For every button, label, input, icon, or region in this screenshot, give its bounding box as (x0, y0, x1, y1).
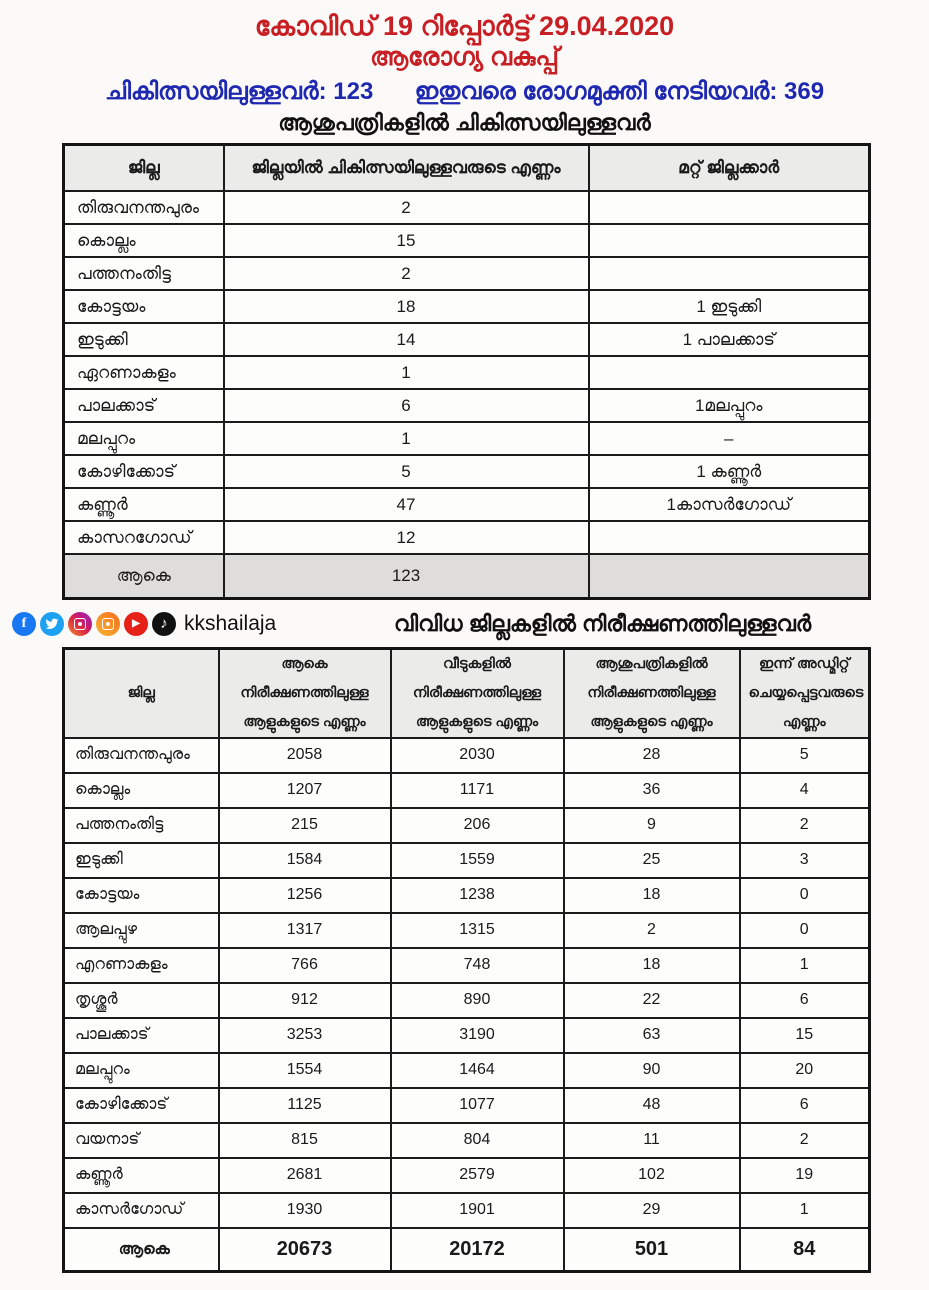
col-header-count: ജില്ലയിൽ ചികിത്സയിലുള്ളവരുടെ എണ്ണം (224, 144, 589, 191)
admitted-today-total-cell: 84 (740, 1228, 870, 1272)
twitter-icon (40, 612, 64, 636)
total-observed-cell: 1125 (219, 1088, 391, 1123)
hospital-table-title: ആശുപത്രികളിൽ ചികിത്സയിലുള്ളവർ (278, 110, 651, 136)
table-row (64, 948, 870, 983)
table-row (64, 290, 870, 323)
other-cell (589, 356, 870, 389)
home-observed-cell: 3190 (391, 1018, 564, 1053)
total-observed-cell: 1256 (219, 878, 391, 913)
count-cell: 14 (224, 323, 589, 356)
col-header-hospital-observed: ആശുപത്രികളിൽ നിരീക്ഷണത്തിലുള്ള ആളുകളുടെ എണ്ണം (564, 648, 740, 738)
total-observed-cell: 766 (219, 948, 391, 983)
twitter-bird-glyph (45, 617, 59, 631)
district-cell: കാസറഗോഡ് (64, 521, 224, 554)
hospital-observed-cell: 90 (564, 1053, 740, 1088)
other-cell (589, 521, 870, 554)
home-observed-cell: 2579 (391, 1158, 564, 1193)
other-cell (589, 191, 870, 224)
home-observed-cell: 890 (391, 983, 564, 1018)
observation-table-title: വിവിധ ജില്ലകളിൽ നിരീക്ഷണത്തിലുള്ളവർ (393, 610, 812, 636)
other-cell: – (589, 422, 870, 455)
table-row (64, 1123, 870, 1158)
col-header-home-observed: വീടുകളിൽ നിരീക്ഷണത്തിലുള്ള ആളുകളുടെ എണ്ണം (391, 648, 564, 738)
table-row (64, 1018, 870, 1053)
total-count-cell: 123 (224, 554, 589, 598)
count-cell: 5 (224, 455, 589, 488)
home-observed-cell: 1315 (391, 913, 564, 948)
other-cell: 1 കണ്ണൂർ (589, 455, 870, 488)
table-row (64, 488, 870, 521)
table-row (64, 455, 870, 488)
count-cell: 6 (224, 389, 589, 422)
table-row (64, 323, 870, 356)
recovered-value: 369 (784, 77, 825, 105)
home-observed-cell: 1171 (391, 773, 564, 808)
col-header-district: ജില്ല (64, 144, 224, 191)
table-row (64, 1193, 870, 1228)
count-cell: 18 (224, 290, 589, 323)
col-header-total-observed: ആകെ നിരീക്ഷണത്തിലുള്ള ആളുകളുടെ എണ്ണം (219, 648, 391, 738)
page-subtitle: ആരോഗ്യ വകുപ്പ് (369, 43, 560, 72)
admitted-today-cell: 15 (740, 1018, 870, 1053)
orange-app-icon (96, 612, 120, 636)
district-cell: പാലക്കാട് (64, 1018, 219, 1053)
total-observed-cell: 2681 (219, 1158, 391, 1193)
col-header-district: ജില്ല (64, 648, 219, 738)
table-row (64, 521, 870, 554)
hospital-observed-cell: 22 (564, 983, 740, 1018)
table-header-row (64, 648, 870, 738)
total-observed-cell: 215 (219, 808, 391, 843)
district-cell: മലപ്പുറം (64, 422, 224, 455)
hospital-observed-cell: 11 (564, 1123, 740, 1158)
home-observed-cell: 1464 (391, 1053, 564, 1088)
home-observed-cell: 1559 (391, 843, 564, 878)
table-total-row (64, 554, 870, 598)
col-header-admitted-today: ഇന്ന് അഡ്മിറ്റ് ചെയ്യപ്പെട്ടവരുടെ എണ്ണം (740, 648, 870, 738)
tiktok-icon: ♪ (152, 612, 176, 636)
home-observed-cell: 748 (391, 948, 564, 983)
hospital-observed-cell: 102 (564, 1158, 740, 1193)
admitted-today-cell: 6 (740, 1088, 870, 1123)
table-row (64, 191, 870, 224)
district-cell: കൊല്ലം (64, 224, 224, 257)
district-cell: തിരുവനന്തപുരം (64, 738, 219, 773)
total-observed-total-cell: 20673 (219, 1228, 391, 1272)
district-cell: കോട്ടയം (64, 290, 224, 323)
admitted-today-cell: 3 (740, 843, 870, 878)
count-cell: 12 (224, 521, 589, 554)
table-row (64, 1088, 870, 1123)
home-observed-cell: 1238 (391, 878, 564, 913)
page-title: കോവിഡ് 19 റിപ്പോർട്ട് 29.04.2020 (254, 11, 675, 41)
table-row (64, 224, 870, 257)
facebook-icon: f (12, 612, 36, 636)
other-cell (589, 224, 870, 257)
hospital-observed-cell: 36 (564, 773, 740, 808)
district-cell: വയനാട് (64, 1123, 219, 1158)
total-observed-cell: 1930 (219, 1193, 391, 1228)
district-cell: പത്തനംതിട്ട (64, 257, 224, 290)
hospital-observed-total-cell: 501 (564, 1228, 740, 1272)
count-cell: 15 (224, 224, 589, 257)
district-cell: പത്തനംതിട്ട (64, 808, 219, 843)
instagram-icon (68, 612, 92, 636)
total-other-cell (589, 554, 870, 598)
other-cell: 1കാസർഗോഡ് (589, 488, 870, 521)
table-total-row (64, 1228, 870, 1272)
district-cell: കൊല്ലം (64, 773, 219, 808)
home-observed-cell: 1077 (391, 1088, 564, 1123)
table-row (64, 1053, 870, 1088)
table-row (64, 257, 870, 290)
hospital-observed-cell: 48 (564, 1088, 740, 1123)
total-observed-cell: 912 (219, 983, 391, 1018)
admitted-today-cell: 0 (740, 913, 870, 948)
total-observed-cell: 815 (219, 1123, 391, 1158)
district-cell: കോഴിക്കോട് (64, 455, 224, 488)
total-observed-cell: 2058 (219, 738, 391, 773)
district-cell: തൃശ്ശൂർ (64, 983, 219, 1018)
district-cell: മലപ്പുറം (64, 1053, 219, 1088)
hospital-observed-cell: 63 (564, 1018, 740, 1053)
hospital-observed-cell: 2 (564, 913, 740, 948)
other-cell (589, 257, 870, 290)
total-observed-cell: 1207 (219, 773, 391, 808)
table-row (64, 422, 870, 455)
count-cell: 1 (224, 356, 589, 389)
table-row (64, 773, 870, 808)
district-cell: ആലപ്പുഴ (64, 913, 219, 948)
table-row (64, 808, 870, 843)
table-row (64, 1158, 870, 1193)
hospital-observed-cell: 29 (564, 1193, 740, 1228)
district-cell: കോഴിക്കോട് (64, 1088, 219, 1123)
col-header-other-districts: മറ്റ് ജില്ലക്കാർ (589, 144, 870, 191)
table-row (64, 738, 870, 773)
admitted-today-cell: 1 (740, 948, 870, 983)
district-cell: ഏറണാകളം (64, 356, 224, 389)
table-row (64, 356, 870, 389)
table-row (64, 389, 870, 422)
hospital-observed-cell: 9 (564, 808, 740, 843)
treating-value: 123 (333, 77, 374, 105)
home-observed-cell: 1901 (391, 1193, 564, 1228)
social-strip (12, 607, 929, 641)
count-cell: 2 (224, 191, 589, 224)
stats-line (0, 78, 929, 107)
admitted-today-cell: 4 (740, 773, 870, 808)
district-cell: എറണാകളം (64, 948, 219, 983)
total-observed-cell: 3253 (219, 1018, 391, 1053)
table-row (64, 843, 870, 878)
hospital-treatment-table (62, 143, 871, 600)
admitted-today-cell: 6 (740, 983, 870, 1018)
admitted-today-cell: 5 (740, 738, 870, 773)
district-cell: കണ്ണൂർ (64, 488, 224, 521)
total-label-cell: ആകെ (64, 554, 224, 598)
home-observed-total-cell: 20172 (391, 1228, 564, 1272)
other-cell: 1മലപ്പുറം (589, 389, 870, 422)
other-cell: 1 ഇടുക്കി (589, 290, 870, 323)
district-cell: കണ്ണൂർ (64, 1158, 219, 1193)
total-observed-cell: 1317 (219, 913, 391, 948)
total-observed-cell: 1554 (219, 1053, 391, 1088)
total-label-cell: ആകെ (64, 1228, 219, 1272)
district-cell: തിരുവനന്തപുരം (64, 191, 224, 224)
admitted-today-cell: 2 (740, 1123, 870, 1158)
admitted-today-cell: 1 (740, 1193, 870, 1228)
admitted-today-cell: 19 (740, 1158, 870, 1193)
total-observed-cell: 1584 (219, 843, 391, 878)
hospital-observed-cell: 28 (564, 738, 740, 773)
hospital-observed-cell: 25 (564, 843, 740, 878)
district-cell: പാലക്കാട് (64, 389, 224, 422)
observation-table (62, 647, 871, 1274)
home-observed-cell: 2030 (391, 738, 564, 773)
district-cell: കോട്ടയം (64, 878, 219, 913)
recovered-label: ഇതുവരെ രോഗമുക്തി നേടിയവർ: (414, 77, 778, 105)
district-cell: ഇടുക്കി (64, 843, 219, 878)
admitted-today-cell: 2 (740, 808, 870, 843)
other-cell: 1 പാലക്കാട് (589, 323, 870, 356)
home-observed-cell: 206 (391, 808, 564, 843)
count-cell: 1 (224, 422, 589, 455)
treating-label: ചികിത്സയിലുള്ളവർ: (104, 77, 327, 105)
social-handle: kkshailaja (184, 611, 277, 635)
table-header-row (64, 144, 870, 191)
hospital-observed-cell: 18 (564, 878, 740, 913)
table-row (64, 983, 870, 1018)
table-row (64, 878, 870, 913)
square-glyph (102, 618, 114, 630)
admitted-today-cell: 0 (740, 878, 870, 913)
district-cell: ഇടുക്കി (64, 323, 224, 356)
count-cell: 2 (224, 257, 589, 290)
count-cell: 47 (224, 488, 589, 521)
table-row (64, 913, 870, 948)
district-cell: കാസർഗോഡ് (64, 1193, 219, 1228)
home-observed-cell: 804 (391, 1123, 564, 1158)
camera-glyph (74, 618, 86, 630)
hospital-observed-cell: 18 (564, 948, 740, 983)
youtube-icon: ▶ (124, 612, 148, 636)
admitted-today-cell: 20 (740, 1053, 870, 1088)
